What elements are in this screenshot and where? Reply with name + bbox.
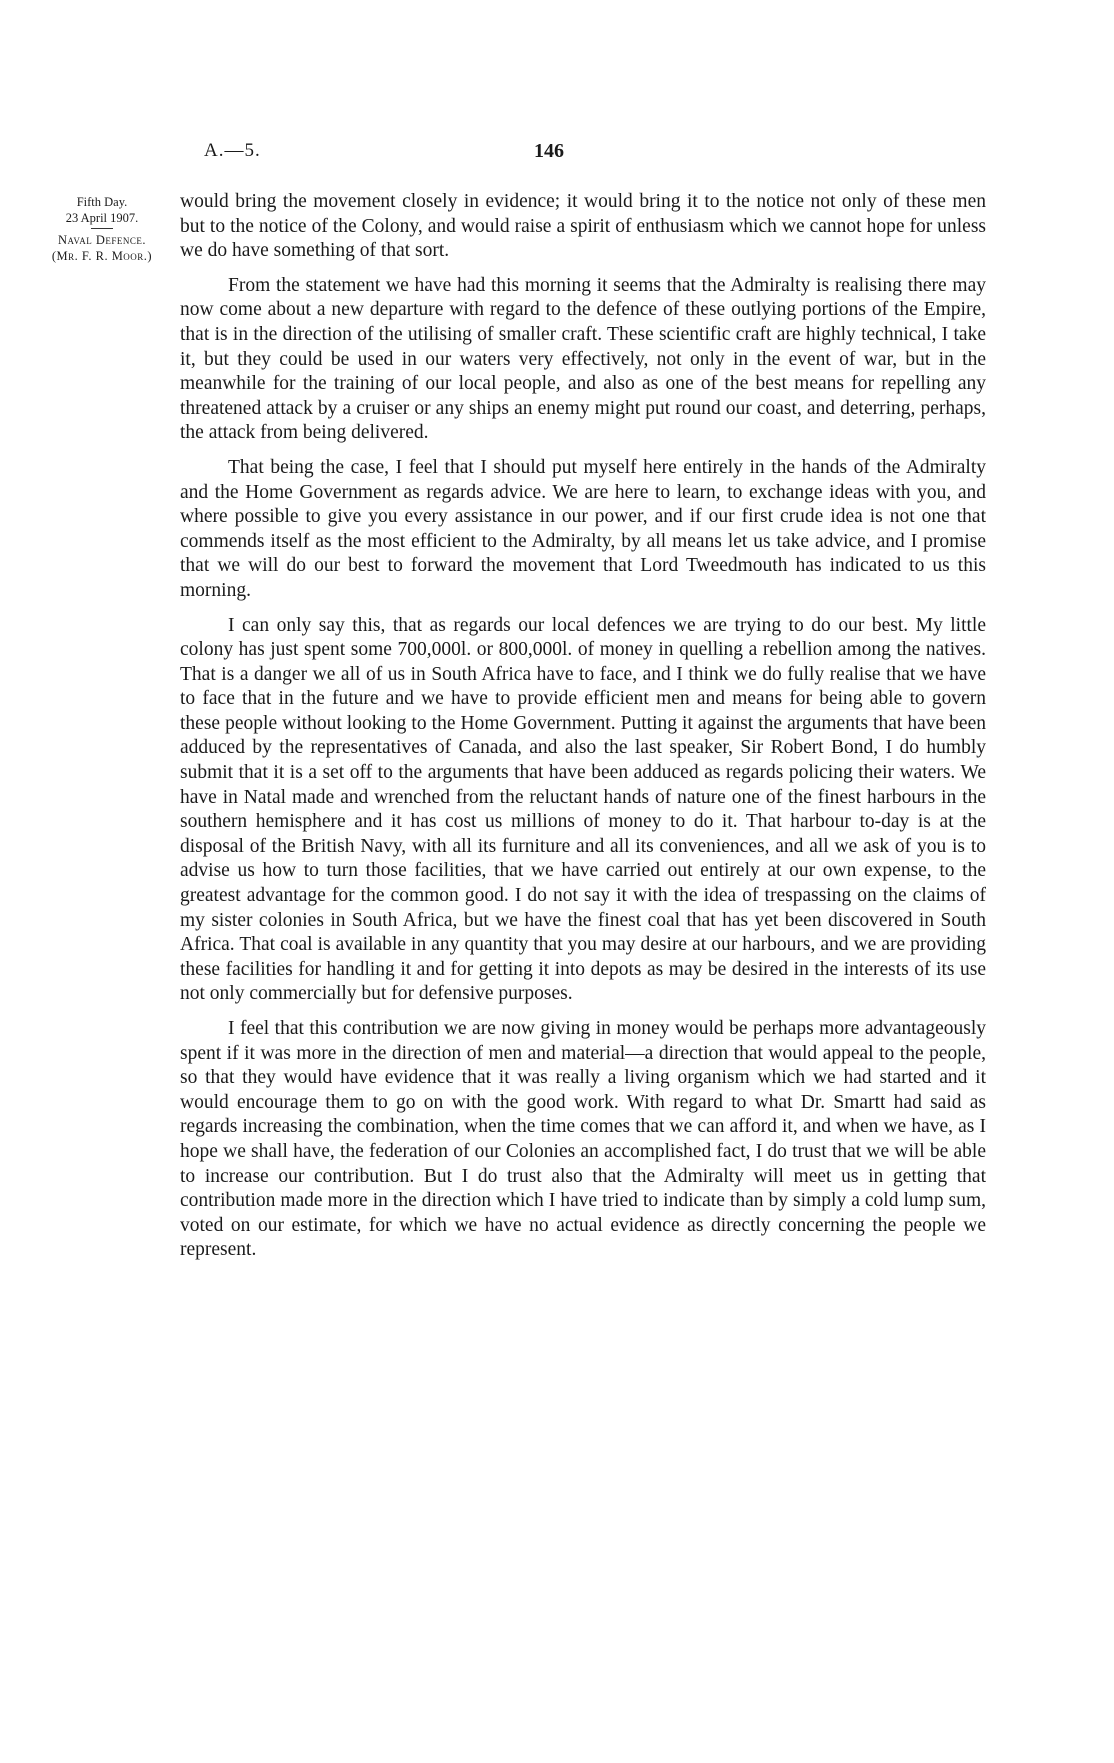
speech-text bbox=[180, 190, 986, 1273]
paragraph: That being the case, I feel that I should put myself here entirely in the hands of the Admiralty and the Home Government as regards advice. We are here to learn, to exchange ideas with you, and where possible to give you every assistance in our power, and if our first crude idea is not one that commends itself as the most efficient to the Admiralty, by all means let us take advice, and I promise that we will do our best to forward the movement that Lord Tweedmouth has indicated to us this morning. bbox=[180, 456, 986, 601]
margin-subject: Naval Defence. bbox=[58, 233, 146, 247]
paragraph: I feel that this contribution we are now giving in money would be perhaps more advantageously spent if it was more in the direction of men and material—a direction that would appeal to the people, so that they would have evidence that it was really a living organism which we had started and it would encourage them to go on with the good work. With regard to what Dr. Smartt had said as regards increasing the combination, when the time comes that we can afford it, and when we have, as I hope we shall have, the federation of our Colonies an accomplished fact, I do trust that we will be able to increase our contribution. But I do trust also that the Admiralty will meet us in getting that contribution made more in the direction which I have tried to indicate than by simply a cold lump sum, voted on our estimate, for which we have no actual evidence as directly concerning the people we represent. bbox=[180, 1018, 986, 1261]
paragraph: I can only say this, that as regards our local defences we are trying to do our best. My little colony has just spent some 700,000l. or 800,000l. of money in quelling a rebellion among the natives. That is a danger we all of us in South Africa have to face, and I think we do fully realise that we have to face that in the future and we have to provide efficient men and means for being able to govern these people without looking to the Home Government. Putting it against the arguments that have been adduced by the representatives of Canada, and also the last speaker, Sir Robert Bond, I do humbly submit that it is a set off to the arguments that have been adduced as regards policing their waters. We have in Natal made and wrenched from the reluctant hands of nature one of the finest harbours in the southern hemisphere and it has cost us millions of money to do it. That harbour to-day is at the disposal of the British Navy, with all its furniture and all its conveniences, and all we ask of you is to advise us how to turn those facilities, that we have carried out entirely at our own expense, to the greatest advantage for the common good. I do not say it with the idea of trespassing on the claims of my sister colonies in South Africa, but we have the finest coal that has yet been discovered in South Africa. That coal is available in any quantity that you may desire at our harbours, and we are providing these facilities for handling it and for getting it into depots as may be desired in the interests of its use not only commercially but for defensive purposes. bbox=[180, 614, 986, 1005]
margin-day: Fifth Day. bbox=[76, 195, 128, 209]
paragraph: From the statement we have had this morning it seems that the Admiralty is realising there may now come about a new departure with regard to the defence of these outlying portions of the Empire, that is in the direction of the utilising of smaller craft. These scientific craft are highly technical, I take it, but they could be used in our waters very effectively, not only in the event of war, but in the meanwhile for the training of our local people, and also as one of the best means for repelling any threatened attack by a cruiser or any ships an enemy might put round our coast, and deterring, perhaps, the attack from being delivered. bbox=[180, 274, 986, 444]
page-number: 146 bbox=[534, 140, 564, 162]
margin-speaker: (Mr. F. R. Moor.) bbox=[51, 249, 153, 263]
margin-date: 23 April 1907. bbox=[65, 211, 139, 225]
document-reference: A.—5. bbox=[204, 140, 261, 161]
paragraph: would bring the movement closely in evidence; it would bring it to the notice not only of these men but to the notice of the Colony, and would raise a spirit of enthusiasm which we cannot hope for unless we do have something of that sort. bbox=[180, 191, 986, 262]
margin-note bbox=[26, 194, 178, 264]
margin-divider bbox=[91, 228, 113, 229]
